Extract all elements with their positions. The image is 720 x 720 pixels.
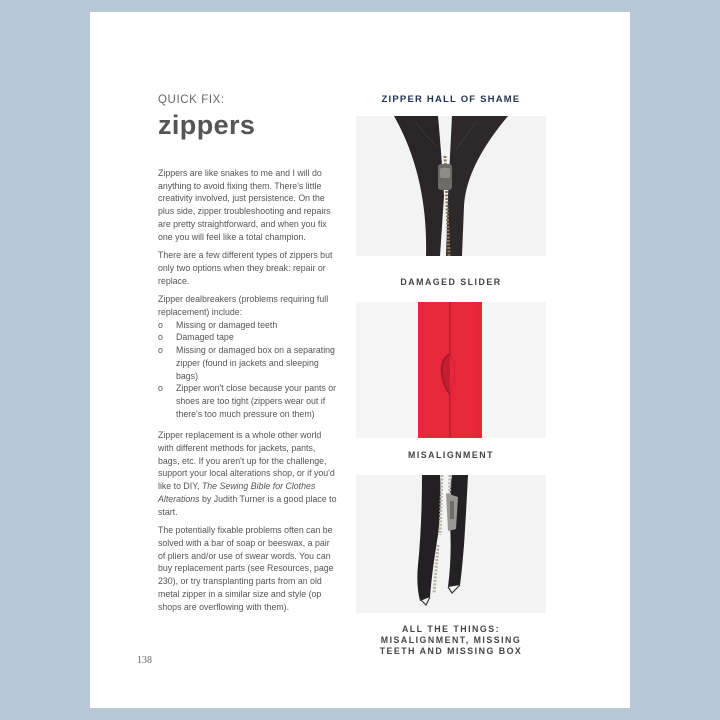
damaged-slider-caption: DAMAGED SLIDER <box>400 277 502 287</box>
book-page <box>90 12 630 708</box>
book-title: The Sewing Bible for Clothes Alterations <box>158 481 316 504</box>
fixable-paragraph: The potentially fixable problems often can be solved with a bar of soap or beeswax, a pair of pliers and/or use of swear words. You can buy replacement parts (see Resources, page 230), or try transplanting parts from an old metal zipper in a similar size and style (op shops are overflowing with them). <box>158 525 334 612</box>
list-item: o Zipper won't close because your pants or shoes are too tight (zippers wear out if there's too much pressure on them) <box>158 383 337 419</box>
types-paragraph: There are a few different types of zippers but only two options when they break: repair or replace. <box>158 250 333 286</box>
replacement-paragraph: Zipper replacement is a whole other world with different methods for jackets, pants, bags, etc. If you aren't up for the challenge, support your local alterations shop, or if you'd like to DIY, The Sewing Bible for Clothes Alterations by Judith Turner is a good place to start. <box>158 430 337 517</box>
damaged-slider-zipper-icon <box>356 116 546 256</box>
bullet-icon: o <box>158 383 163 394</box>
section-kicker: QUICK FIX: <box>158 94 225 106</box>
dealbreakers-intro: Zipper dealbreakers (problems requiring full replacement) include: <box>158 294 329 318</box>
list-item: o Missing or damaged box on a separating zipper (found in jackets and sleeping bags) <box>158 345 335 381</box>
damaged-slider-photo <box>356 116 546 256</box>
bullet-icon: o <box>158 319 163 330</box>
list-item: o Missing or damaged teeth <box>158 319 278 330</box>
page-title: zippers <box>158 110 256 140</box>
all-the-things-photo <box>356 475 546 613</box>
broken-zipper-icon <box>356 475 546 613</box>
bullet-icon: o <box>158 345 163 356</box>
bullet-icon: o <box>158 332 163 343</box>
all-the-things-caption: ALL THE THINGS: MISALIGNMENT, MISSING TEETH AND MISSING BOX <box>379 624 523 656</box>
intro-paragraph: Zippers are like snakes to me and I will do anything to avoid fixing them. There's little creativity involved, just persistence. On the plus side, zipper troubleshooting and repairs are pretty straightforward, and when you fix one you will feel like a total champion. <box>158 168 331 242</box>
photo-column <box>356 94 546 656</box>
text-column <box>158 94 338 613</box>
misalignment-caption: MISALIGNMENT <box>408 450 494 460</box>
misalignment-zipper-icon <box>356 302 546 438</box>
hall-of-shame-title: ZIPPER HALL OF SHAME <box>381 94 521 105</box>
misalignment-photo <box>356 302 546 438</box>
list-item: o Damaged tape <box>158 332 234 343</box>
page-number: 138 <box>137 655 152 666</box>
dealbreakers-list <box>158 319 338 421</box>
